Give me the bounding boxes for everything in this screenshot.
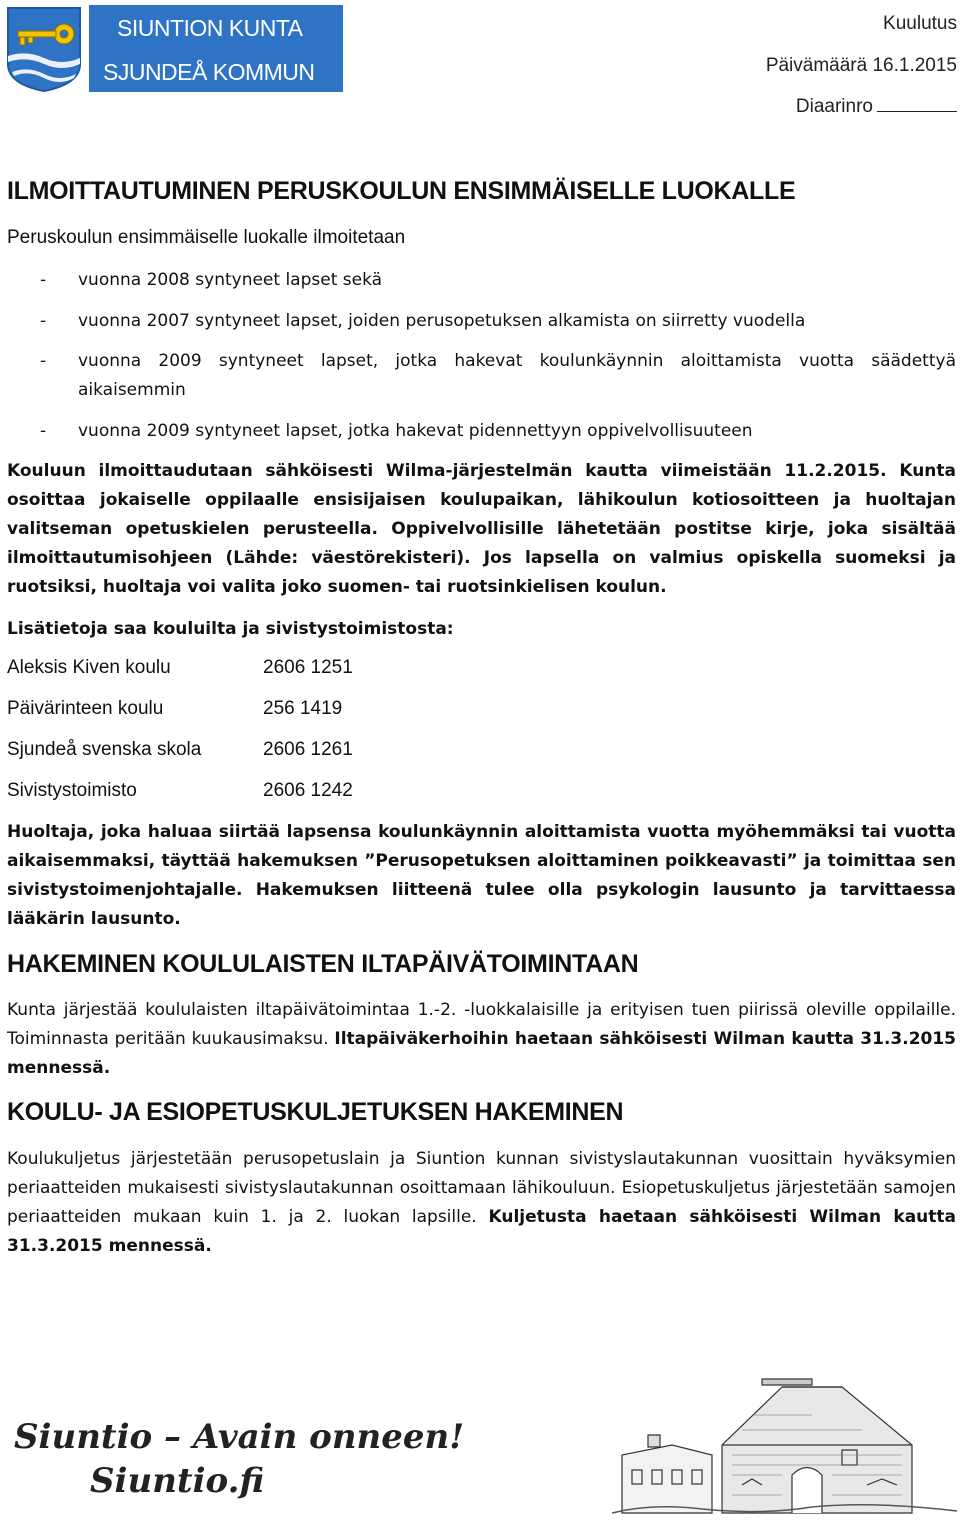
diary-number-label: Diaarinro (795, 96, 873, 117)
diary-number-blank (877, 110, 957, 112)
list-item-text: vuonna 2009 syntyneet lapset, jotka hakevat koulunkäynnin aloittamista vuotta säädettyä aikaisemmin (78, 351, 956, 400)
document-type: Kuulutus (883, 13, 957, 34)
section-title-enrolment: ILMOITTAUTUMINEN PERUSKOULUN ENSIMMÄISELLE LUOKALLE (7, 177, 796, 205)
contact-name: Aleksis Kiven koulu (7, 657, 171, 678)
list-item-text: vuonna 2008 syntyneet lapset sekä (78, 270, 383, 290)
contact-phone: 2606 1261 (263, 739, 353, 760)
list-dash: - (40, 351, 47, 371)
contact-name: Sivistystoimisto (7, 780, 137, 801)
section-title-afternoon-activities: HAKEMINEN KOULULAISTEN ILTAPÄIVÄTOIMINTAAN (7, 950, 639, 978)
contact-name: Sjundeå svenska skola (7, 739, 202, 760)
list-dash: - (40, 421, 47, 441)
section-title-transport: KOULU- JA ESIOPETUSKULJETUKSEN HAKEMINEN (7, 1098, 624, 1126)
municipal-crest-logo (6, 6, 82, 92)
contact-name: Päivärinteen koulu (7, 698, 164, 719)
footer-url: Siuntio.fi (90, 1461, 265, 1501)
footer-slogan: Siuntio – Avain onneen! (14, 1417, 465, 1457)
contact-phone: 2606 1242 (263, 780, 353, 801)
list-item-text: vuonna 2009 syntyneet lapset, jotka hakevat pidennettyyn oppivelvollisuuteen (78, 421, 753, 441)
guardian-paragraph: Huoltaja, joka haluaa siirtää lapsensa koulunkäynnin aloittamista vuotta myöhemmäksi tai vuotta aikaisemmaksi, täyttää hakemuksen ”Perusopetuksen aloittaminen poikkeavasti” ja toimittaa sen sivistystoimenjohtajalle. Hakemuksen liitteenä tulee olla psykologin lausunto ja tarvittaessa lääkärin lausunto. (7, 822, 956, 929)
municipality-name-finnish: SIUNTION KUNTA (117, 15, 303, 41)
document-date: Päivämäärä 16.1.2015 (765, 55, 957, 76)
church-illustration (612, 1375, 957, 1515)
contact-phone: 256 1419 (263, 698, 343, 719)
contact-phone: 2606 1251 (263, 657, 353, 678)
more-info-heading: Lisätietoja saa kouluilta ja sivistystoimistosta: (7, 619, 454, 639)
municipality-name-banner (89, 5, 343, 92)
diary-number (796, 96, 957, 118)
transport-paragraph: Koulukuljetus järjestetään perusopetuslain ja Siuntion kunnan sivistyslautakunnan vuosittain hyväksymien periaatteiden mukaisesti sivistyslautakunnan osoittamaan lähikouluun. Esiopetuskuljetus järjestetään samojen periaatteiden mukaan kuin 1. ja 2. luokan lapsille. Kuljetusta haetaan sähköisesti Wilman kautta 31.3.2015 mennessä. (7, 1149, 956, 1256)
list-dash: - (40, 311, 47, 331)
enrolment-paragraph: Kouluun ilmoittaudutaan sähköisesti Wilma-järjestelmän kautta viimeistään 11.2.2015. Kunta osoittaa jokaiselle oppilaalle ensisijaisen koulupaikan, lähikoulun kotiosoitteen ja huoltajan valitseman opetuskielen perusteella. Oppivelvollisille lähetetään postitse kirje, joka sisältää ilmoittautumisohjeen (Lähde: väestörekisteri). Jos lapsella on valmius opiskella suomeksi ja ruotsiksi, huoltaja voi valita joko suomen- tai ruotsinkielisen koulun. (7, 461, 956, 597)
municipality-name-swedish: SJUNDEÅ KOMMUN (103, 59, 315, 85)
footer-slogan-logo (10, 1410, 490, 1510)
afternoon-activities-paragraph: Kunta järjestää koululaisten iltapäivätoimintaa 1.-2. -luokkalaisille ja erityisen tuen piirissä oleville oppilaille. Toiminnasta peritään kuukausimaksu. Iltapäiväkerhoihin haetaan sähköisesti Wilman kautta 31.3.2015 mennessä. (7, 1000, 957, 1078)
list-dash: - (40, 270, 47, 290)
list-item-text: vuonna 2007 syntyneet lapset, joiden perusopetuksen alkamista on siirretty vuodella (78, 311, 806, 331)
